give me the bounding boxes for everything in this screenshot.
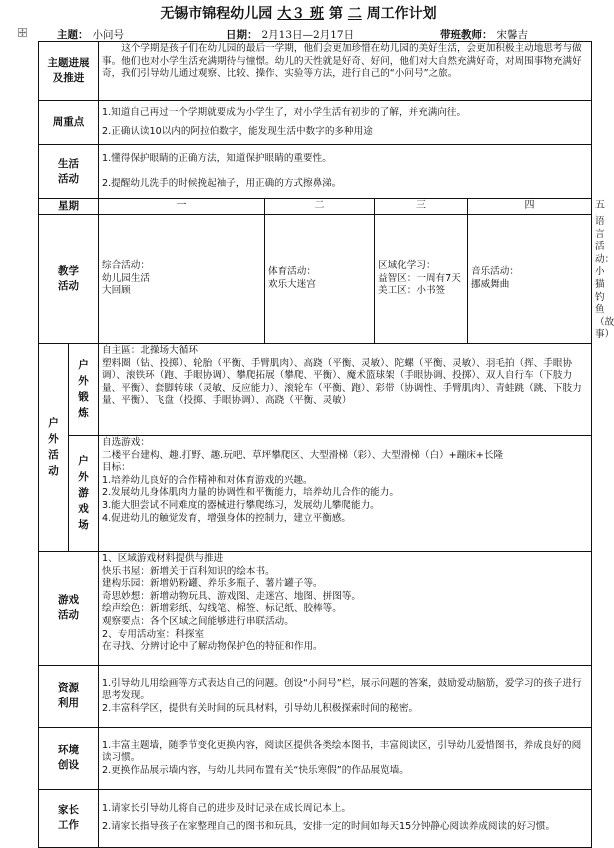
theme-label: 主题： [57,29,89,41]
label-theme-progress: 主题进展 及推进 [39,42,99,101]
row-game [39,551,592,665]
label-weekly-focus: 周重点 [39,101,99,145]
title-school: 无锡市锦程幼儿园 [160,6,273,22]
outdoor-exercise-text: 自主區：北操场大循环 塑料圈（钻、投掷）、轮胎（平衡、手臂肌肉）、高跷（平衡、灵敏）、陀螺（平衡、灵敏）、羽毛拍（挥、手眼协调）、滚铁环（跑、手眼协调）、攀爬拓展（攀爬、平衡）、魔术篮球架（手眼协调、投掷）、双人自行车（下肢力量、平衡）、套脚转球（灵敏、反应能力）、滚轮车（平衡、跑）、彩带（协调性、手臂肌肉）、青蛙跳（跳、下肢力量、平衡）、飞盘（投掷、手眼协调）、高跷（平衡、灵敏） [99,343,592,435]
teacher-label: 带班教师： [440,29,493,41]
label-outdoor-games: 户 外 游 戏 场 [69,435,99,551]
label-outdoor-exercise: 户 外 锻 炼 [69,343,99,435]
day-3: 三 [375,199,468,215]
row-week: 星期 一 二 三 四 五 [39,199,592,215]
label-week: 星期 [39,199,99,215]
row-life [39,145,592,199]
label-life: 生活 活动 [39,145,99,199]
life-text: 1.懂得保护眼睛的正确方法，知道保护眼睛的重要性。 2.提醒幼儿洗手的时候挽起袖子，用正确的方式擦鼻涕。 [99,145,592,199]
weekly-plan-table [38,41,614,848]
day-1: 一 [99,199,265,215]
teaching-cell-1: 综合活动： 幼儿园生活 大回顾 [99,215,265,344]
label-resources: 资源 利用 [39,665,99,727]
resources-text: 1.引导幼儿用绘画等方式表达自己的问题。创设“小问号”栏，展示问题的答案，鼓励爱动脑筋，爱学习的孩子进行思考发现。 2.丰富科学区，提供有关时间的玩具材料，引导幼儿积极探索时间的秘密。 [99,665,592,727]
table-move-handle-icon[interactable] [18,28,27,37]
label-teaching: 教学 活动 [39,215,99,344]
label-outdoor: 户 外 活 动 [39,343,69,551]
row-teaching: 教学 活动 综合活动： 幼儿园生活 大回顾 体育活动： 欢乐大迷宫 区域化学习： 益智区：一周有7天 美工区：小书签 音乐活动： 挪威舞曲 语言活动： 小猫钓鱼（故 事） [39,215,592,344]
label-parents: 家长 工作 [39,789,99,847]
row-outdoor-exercise [39,343,592,435]
day-2: 二 [265,199,375,215]
row-weekly-focus [39,101,592,145]
theme-progress-text: 这个学期是孩子们在幼儿园的最后一学期，他们会更加珍惜在幼儿园的美好生活，会更加积极主动地思考与做事。他们也对小学生活充满期待与憧憬。幼儿的天性就是好奇、好问，他们对大自然充满好奇，对周围事物充满好奇，我们引导幼儿通过观察、比较、操作、实验等方法，进行自己的“小问号”之旅。 [99,42,592,101]
day-4: 四 [468,199,592,215]
theme-value: 小问号 [89,29,129,42]
title-week-num: 二 [347,6,362,22]
row-theme-progress [39,42,592,101]
parents-text: 1.请家长引导幼儿将自己的进步及时记录在成长周记本上。 2.请家长指导孩子在家整理自己的图书和玩具，安排一定的时间如每天15分钟静心阅读养成阅读的好习惯。 [99,789,592,847]
date-field [226,27,358,42]
game-text: 1、区域游戏材料提供与推进 快乐书屋：新增关于百科知识的绘本书。 建构乐园：新增奶粉罐、养乐多瓶子、薯片罐子等。 奇思妙想：新增动物玩具、游戏图、走迷宫、地图、拼图等。 绘声绘色：新增彩纸、勾线笔、棉签、标记纸、胶棒等。 观察要点：各个区域之间能够进行串联活动。 2、专用活动室：科探室 在寻找、分辨讨论中了解动物保护色的特征和作用。 [99,551,592,665]
date-value: 2月13日—2月17日 [258,29,359,42]
title-class: 大３ 班 [277,6,325,22]
row-parents [39,789,592,847]
date-label: 日期： [226,29,258,41]
label-game: 游戏 活动 [39,551,99,665]
page-title [0,3,597,23]
row-resources [39,665,592,727]
outdoor-games-text: 自选游戏： 二楼平台建构、趣.打野、趣.玩吧、草坪攀爬区、大型滑梯（彩）、大型滑梯（白）+蹦床+长隆 目标： 1.培养幼儿良好的合作精神和对体育游戏的兴趣。 2.发展幼儿身体肌肉力量的协调性和平衡能力，培养幼儿合作的能力。 3.能大胆尝试不同难度的器械进行攀爬练习，发展幼儿攀爬能力。 4.促进幼儿的触觉发育，增强身体的控制力，建立平衡感。 [99,435,592,551]
teacher-field [440,27,532,42]
title-week-post: 周工作计划 [366,6,437,22]
title-week-pre: 第 [328,6,343,22]
teaching-cell-2: 体育活动： 欢乐大迷宫 [265,215,375,344]
theme-field [57,27,128,42]
row-environment [39,727,592,789]
teacher-value: 宋馨吉 [493,29,533,42]
teaching-cell-4: 音乐活动： 挪威舞曲 [468,215,592,344]
label-environment: 环境 创设 [39,727,99,789]
weekly-focus-text: 1.知道自己再过一个学期就要成为小学生了，对小学生活有初步的了解，并充满向往。 2.正确认读10以内的阿拉伯数字，能发现生活中数字的多种用途 [99,101,592,145]
environment-text: 1.丰富主题墙，随季节变化更换内容，阅读区提供各类绘本图书，丰富阅读区，引导幼儿爱惜图书，养成良好的阅读习惯。 2.更换作品展示墙内容，与幼儿共同布置有关“快乐寒假”的作品展览墙。 [99,727,592,789]
teaching-cell-3: 区域化学习： 益智区：一周有7天 美工区：小书签 [375,215,468,344]
row-outdoor-games [39,435,592,551]
